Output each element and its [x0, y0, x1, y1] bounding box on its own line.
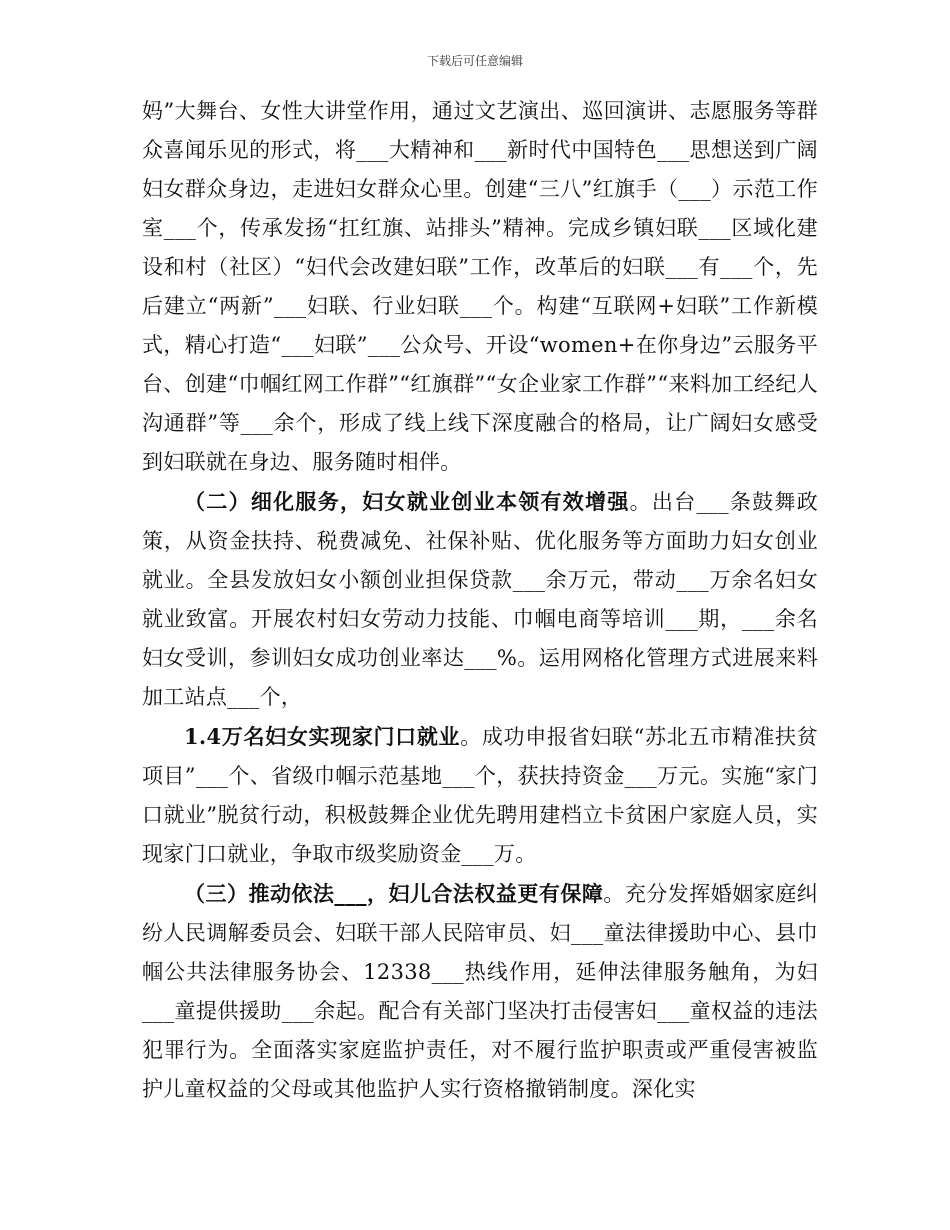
paragraph-3-text: 。成功申报省妇联“苏北五市精准扶贫项目”___个、省级巾帼示范基地___个，获扶持资金___万元。实施“家门口就业”脱贫行动，积极鼓舞企业优先聘用建档立卡贫困户家庭人员，实现家门口就业，争取市级奖励资金___万。	[142, 725, 818, 866]
paragraph-1	[142, 92, 818, 482]
paragraph-4	[142, 874, 818, 1109]
paragraph-3-heading: 1.4万名妇女实现家门口就业	[184, 724, 461, 749]
document-body	[142, 92, 818, 1109]
paragraph-3	[142, 717, 818, 874]
paragraph-4-heading: （三）推动依法___，妇儿合法权益更有保障	[184, 881, 604, 906]
paragraph-2-heading: （二）细化服务，妇女就业创业本领有效增强	[184, 489, 630, 514]
paragraph-2	[142, 482, 818, 717]
paragraph-1-text: 妈”大舞台、女性大讲堂作用，通过文艺演出、巡回演讲、志愿服务等群众喜闻乐见的形式，将___大精神和___新时代中国特色___思想送到广阔妇女群众身边，走进妇女群众心里。创建“三八”红旗手（___）示范工作室___个，传承发扬“扛红旗、站排头”精神。完成乡镇妇联___区域化建设和村（社区）“妇代会改建妇联”工作，改革后的妇联___有___个，先后建立“两新”___妇联、行业妇联___个。构建“互联网+妇联”工作新模式，精心打造“___妇联”___公众号、开设“women+在你身边”云服务平台、创建“巾帼红网工作群”“红旗群”“女企业家工作群”“来料加工经纪人沟通群”等___余个，形成了线上线下深度融合的格局，让广阔妇女感受到妇联就在身边、服务随时相伴。	[142, 99, 818, 474]
paragraph-4-text: 。充分发挥婚姻家庭纠纷人民调解委员会、妇联干部人民陪审员、妇___童法律援助中心、县巾帼公共法律服务协会、12338___热线作用，延伸法律服务触角，为妇___童提供援助___余起。配合有关部门坚决打击侵害妇___童权益的违法犯罪行为。全面落实家庭监护责任，对不履行监护职责或严重侵害被监护儿童权益的父母或其他监护人实行资格撤销制度。深化实	[142, 882, 818, 1101]
paragraph-2-text: 。出台___条鼓舞政策，从资金扶持、税费减免、社保补贴、优化服务等方面助力妇女创业就业。全县发放妇女小额创业担保贷款___余万元，带动___万余名妇女就业致富。开展农村妇女劳动力技能、巾帼电商等培训___期，___余名妇女受训，参训妇女成功创业率达___%。运用网格化管理方式进展来料加工站点___个，	[142, 490, 819, 709]
page-header: 下载后可任意编辑	[426, 54, 523, 68]
